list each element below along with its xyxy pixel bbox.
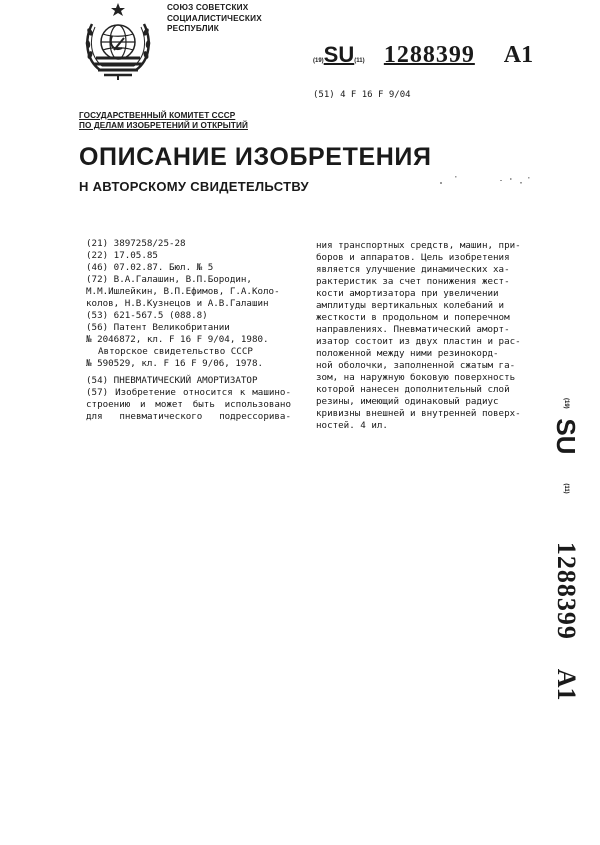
union-name-line: СОЦИАЛИСТИЧЕСКИХ	[167, 13, 262, 23]
abstract-line: положенной между ними резинокорд-	[316, 348, 499, 359]
abstract-line: кости амортизатора при увеличении	[316, 288, 499, 299]
state-committee	[79, 111, 248, 131]
vertical-country-code: SU	[551, 418, 582, 455]
union-name-line: РЕСПУБЛИК	[167, 24, 219, 33]
abstract-line: которой нанесен дополнительный слой	[316, 384, 510, 395]
abstract-line: ной оболочки, заполненной сжатым га-	[316, 360, 516, 371]
abstract-line: амплитуды вертикальных колебаний и	[316, 300, 505, 311]
biblio-line: (46) 07.02.87. Бюл. № 5	[86, 262, 214, 273]
abstract-line: боров и аппаратов. Цель изобретения	[316, 252, 510, 263]
abstract-line: ния транспортных средств, машин, при-	[316, 240, 521, 251]
abstract-line: ностей. 4 ил.	[316, 420, 388, 431]
committee-line: ПО ДЕЛАМ ИЗОБРЕТЕНИЙ И ОТКРЫТИЙ	[79, 121, 248, 130]
biblio-line: (53) 621-567.5 (088.8)	[86, 310, 208, 321]
biblio-line: Авторское свидетельство СССР	[98, 346, 253, 357]
abstract-line: является улучшение динамических ха-	[316, 264, 510, 275]
abstract-line: рактеристик за счет понижения жест-	[316, 276, 510, 287]
biblio-line: (22) 17.05.85	[86, 250, 158, 261]
document-title: ОПИСАНИЕ ИЗОБРЕТЕНИЯ	[79, 143, 432, 171]
biblio-line: колов, Н.В.Кузнецов и А.В.Галашин	[86, 298, 269, 309]
country-code: SU	[323, 42, 355, 67]
vertical-kind-code: A1	[552, 668, 581, 701]
abstract-line: изатор состоит из двух пластин и рас-	[316, 336, 521, 347]
committee-line: ГОСУДАРСТВЕННЫЙ КОМИТЕТ СССР	[79, 111, 236, 120]
abstract-line: (57) Изобретение относится к машино-	[86, 387, 291, 398]
vertical-patent-no: 1288399	[552, 541, 581, 640]
biblio-line: (56) Патент Великобритании	[86, 322, 230, 333]
ussr-emblem-icon	[78, 0, 158, 82]
vertical-code-11: (11)	[563, 483, 569, 494]
abstract-line: кривизны внешней и внутренней поверх-	[316, 408, 521, 419]
abstract-line: зом, на наружную боковую поверхность	[316, 372, 516, 383]
abstract-line: резины, имеющий одинаковый радиус	[316, 396, 499, 407]
biblio-line: № 2046872, кл. F 16 F 9/04, 1980.	[86, 334, 269, 345]
abstract-line: строению и может быть использовано	[86, 399, 291, 410]
union-name	[167, 3, 262, 35]
abstract-line: направлениях. Пневматический аморт-	[316, 324, 510, 335]
biblio-line: (72) В.А.Галашин, В.П.Бородин,	[86, 274, 252, 285]
abstract-continuation	[316, 240, 552, 432]
kind-code: A1	[503, 42, 534, 68]
vertical-code-19: (19)	[563, 398, 569, 409]
biblio-line: М.М.Ишлейкин, В.П.Ефимов, Г.А.Коло-	[86, 286, 280, 297]
patent-number-line	[313, 42, 533, 72]
biblio-line: № 590529, кл. F 16 F 9/06, 1978.	[86, 358, 264, 369]
scan-noise	[400, 168, 540, 198]
biblio-line: (21) 3897258/25-28	[86, 238, 186, 249]
abstract-line: для пневматического подрессорива-	[86, 411, 291, 422]
vertical-patent-number	[548, 398, 584, 701]
ipc-classification: (51) 4 F 16 F 9/04	[313, 90, 411, 100]
document-subtitle: Н АВТОРСКОМУ СВИДЕТЕЛЬСТВУ	[79, 179, 309, 194]
abstract-line: жесткости в продольном и поперечном	[316, 312, 510, 323]
code-19: (19)	[313, 58, 324, 64]
patent-number: 1288399	[383, 42, 475, 68]
code-11: (11)	[354, 58, 365, 64]
union-name-line: СОЮЗ СОВЕТСКИХ	[167, 3, 249, 12]
bibliographic-data	[86, 238, 291, 423]
invention-title: (54) ПНЕВМАТИЧЕСКИЙ АМОРТИЗАТОР	[86, 375, 258, 386]
